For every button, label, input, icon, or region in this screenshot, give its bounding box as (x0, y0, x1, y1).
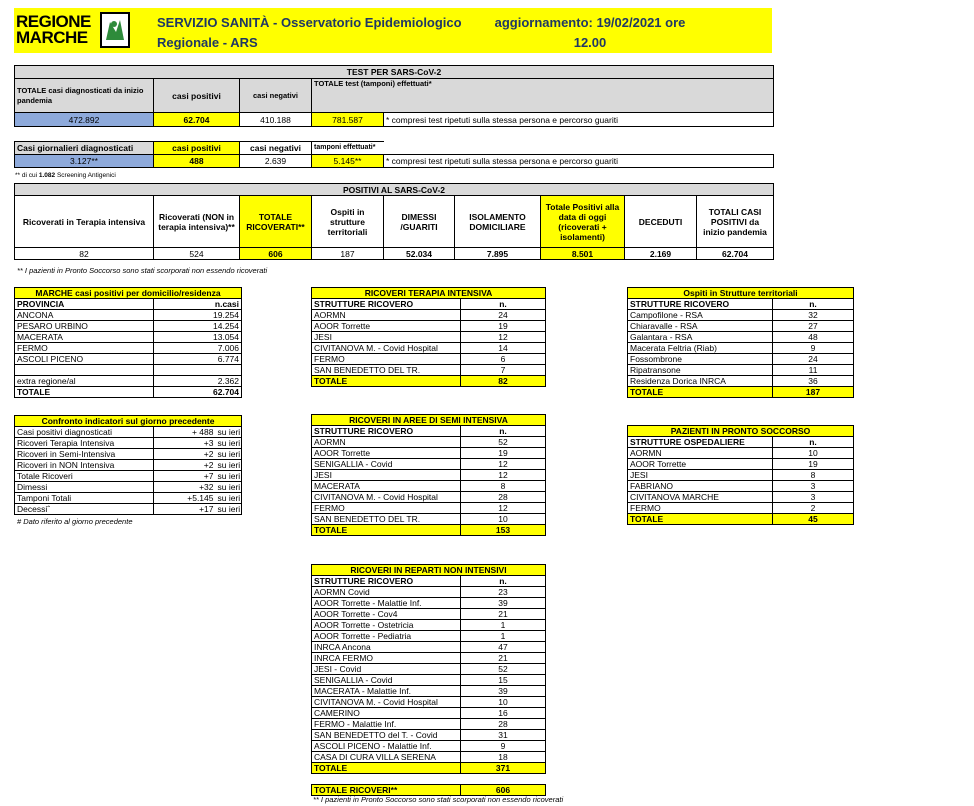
ps-col-value: n. (773, 437, 854, 448)
test-note: * compresi test ripetuti sulla stessa persona e percorso guariti (384, 113, 774, 127)
ti-col-name: STRUTTURE RICOVERO (312, 299, 461, 310)
ps-col-name: STRUTTURE OSPEDALIERE (628, 437, 773, 448)
confronto-table (14, 415, 242, 515)
semi-row (312, 503, 546, 514)
positivi-header: Ricoverati in Terapia intensiva (15, 196, 154, 248)
nonint-row-value: 28 (461, 719, 546, 730)
ospiti-row-value: 27 (773, 321, 854, 332)
positivi-header: ISOLAMENTO DOMICILIARE (455, 196, 541, 248)
test-h-neg: casi negativi (240, 79, 312, 113)
nonint-row (312, 708, 546, 719)
confronto-row-label: Casi positivi diagnosticati (15, 427, 154, 438)
confronto-note: # Dato riferito al giorno precedente (17, 517, 133, 526)
nonint-row-name: AOOR Torrette - Malattie Inf. (312, 598, 461, 609)
semi-row (312, 437, 546, 448)
nonint-row-value: 16 (461, 708, 546, 719)
positivi-value: 187 (312, 248, 384, 260)
nonint-row-value: 39 (461, 598, 546, 609)
semi-row-name: SAN BENEDETTO DEL TR. (312, 514, 461, 525)
ti-total-value: 82 (461, 376, 546, 387)
confronto-row-label: Ricoveri in NON Intensiva (15, 460, 154, 471)
province-row-name: ASCOLI PICENO (15, 354, 154, 365)
ti-col-value: n. (461, 299, 546, 310)
ospiti-row-value: 9 (773, 343, 854, 354)
nonint-row (312, 598, 546, 609)
semi-title: RICOVERI IN AREE DI SEMI INTENSIVA (312, 415, 546, 426)
ti-row-value: 19 (461, 321, 546, 332)
nonint-grand-value: 606 (461, 785, 546, 796)
test-table (14, 65, 774, 127)
positivi-value: 62.704 (697, 248, 774, 260)
footnote-c: Screening Antigenici (56, 172, 116, 179)
province-row-value (154, 365, 242, 376)
confronto-row-delta: +2 (154, 449, 216, 460)
nonint-row-name: SAN BENEDETTO del T. - Covid (312, 730, 461, 741)
nonint-row-value: 1 (461, 620, 546, 631)
nonint-row (312, 697, 546, 708)
test-v-tests: 781.587 (312, 113, 384, 127)
confronto-row-suffix: su ieri (217, 437, 241, 448)
nonint-total-value: 371 (461, 763, 546, 774)
daily-table (14, 141, 774, 168)
test-v-neg: 410.188 (240, 113, 312, 127)
confronto-row-delta: +3 (154, 438, 216, 449)
nonint-row-value: 21 (461, 653, 546, 664)
province-row-name: FERMO (15, 343, 154, 354)
province-row-value: 2.362 (154, 376, 242, 387)
nonint-row-value: 18 (461, 752, 546, 763)
province-total-value: 62.704 (154, 387, 242, 398)
ti-row (312, 310, 546, 321)
ps-row-value: 8 (773, 470, 854, 481)
ps-total-value: 45 (773, 514, 854, 525)
semi-row-name: MACERATA (312, 481, 461, 492)
confronto-row-delta: +2 (154, 460, 216, 471)
nonint-col-name: STRUTTURE RICOVERO (312, 576, 461, 587)
test-h-total: TOTALE casi diagnosticati da inizio pandemia (15, 79, 154, 113)
ospiti-table (627, 287, 854, 398)
ospiti-row (628, 376, 854, 387)
semi-total-label: TOTALE (312, 525, 461, 536)
confronto-row (15, 427, 242, 438)
nonint-col-value: n. (461, 576, 546, 587)
confronto-row (15, 460, 242, 471)
update-line2: 12.00 (573, 35, 607, 50)
ps-row-value: 10 (773, 448, 854, 459)
ti-row-name: CIVITANOVA M. - Covid Hospital (312, 343, 461, 354)
confronto-row-suffix: su ieri (217, 426, 241, 437)
ps-row-name: AOOR Torrette (628, 459, 773, 470)
nonint-title: RICOVERI IN REPARTI NON INTENSIVI (312, 565, 546, 576)
confronto-row-suffix: su ieri (217, 481, 241, 492)
test-v-pos: 62.704 (154, 113, 240, 127)
ti-row-value: 7 (461, 365, 546, 376)
ti-title: RICOVERI TERAPIA INTENSIVA (312, 288, 546, 299)
daily-v-pos: 488 (154, 155, 240, 168)
nonint-row-value: 10 (461, 697, 546, 708)
nonint-row-name: AORMN Covid (312, 587, 461, 598)
confronto-row-suffix: su ieri (217, 503, 241, 514)
ospiti-row-name: Macerata Feltria (Riab) (628, 343, 773, 354)
ospiti-row (628, 321, 854, 332)
ospiti-row (628, 343, 854, 354)
semi-col-value: n. (461, 426, 546, 437)
confronto-row (15, 449, 242, 460)
positivi-title: POSITIVI AL SARS-CoV-2 (15, 184, 774, 196)
confronto-row-suffix: su ieri (217, 492, 241, 503)
test-h-tests: TOTALE test (tamponi) effettuati* (312, 79, 774, 113)
nonint-row-value: 23 (461, 587, 546, 598)
province-row (15, 376, 242, 387)
ospiti-row-value: 36 (773, 376, 854, 387)
daily-v-diag: 3.127** (15, 155, 154, 168)
confronto-row-label: Totale Ricoveri (15, 471, 154, 482)
semi-row-name: CIVITANOVA M. - Covid Hospital (312, 492, 461, 503)
province-row (15, 365, 242, 376)
nonint-row (312, 587, 546, 598)
province-row-value: 19.254 (154, 310, 242, 321)
test-v-total: 472.892 (15, 113, 154, 127)
province-row-value: 6.774 (154, 354, 242, 365)
ospiti-row (628, 365, 854, 376)
ps-row (628, 448, 854, 459)
positivi-value: 606 (240, 248, 312, 260)
ps-row-name: CIVITANOVA MARCHE (628, 492, 773, 503)
ps-row (628, 481, 854, 492)
semi-row-name: SENIGALLIA - Covid (312, 459, 461, 470)
ps-row (628, 470, 854, 481)
nonint-row (312, 642, 546, 653)
nonint-row-name: CIVITANOVA M. - Covid Hospital (312, 697, 461, 708)
province-row-value: 7.006 (154, 343, 242, 354)
semi-row (312, 459, 546, 470)
ps-row-name: FERMO (628, 503, 773, 514)
daily-v-neg: 2.639 (240, 155, 312, 168)
positivi-note: ** I pazienti in Pronto Soccorso sono stati scorporati non essendo ricoverati (17, 266, 268, 275)
ospiti-row-name: Chiaravalle - RSA (628, 321, 773, 332)
semi-row-value: 52 (461, 437, 546, 448)
province-row-value: 13.054 (154, 332, 242, 343)
ospiti-col-value: n. (773, 299, 854, 310)
confronto-row-label: Ricoveri Terapia Intensiva (15, 438, 154, 449)
ti-row (312, 321, 546, 332)
province-col-name: PROVINCIA (15, 299, 154, 310)
semi-row (312, 514, 546, 525)
ps-row-name: JESI (628, 470, 773, 481)
nonint-row-name: SENIGALLIA - Covid (312, 675, 461, 686)
logo-emblem-icon (100, 12, 130, 48)
ps-row-value: 3 (773, 481, 854, 492)
test-h-pos: casi positivi (154, 79, 240, 113)
semi-row (312, 470, 546, 481)
update-line1: aggiornamento: 19/02/2021 ore (494, 15, 686, 30)
nonint-row (312, 675, 546, 686)
nonint-row (312, 609, 546, 620)
semi-row-value: 8 (461, 481, 546, 492)
logo-line1: REGIONE (16, 12, 91, 31)
daily-h-tests: tamponi effettuati* (312, 142, 384, 155)
ti-total-label: TOTALE (312, 376, 461, 387)
semi-row-value: 28 (461, 492, 546, 503)
confronto-row (15, 493, 242, 504)
province-row-value: 14.254 (154, 321, 242, 332)
footnote-b: 1.082 (38, 172, 56, 179)
daily-h-diag: Casi giornalieri diagnosticati (15, 142, 154, 155)
ospiti-row-name: Campofilone - RSA (628, 310, 773, 321)
ospiti-row-name: Fossombrone (628, 354, 773, 365)
ti-row-name: AOOR Torrette (312, 321, 461, 332)
positivi-header: Ricoverati (NON in terapia intensiva)** (154, 196, 240, 248)
ospiti-row-name: Ripatransone (628, 365, 773, 376)
ps-row (628, 503, 854, 514)
positivi-table (14, 183, 774, 260)
confronto-title: Confronto indicatori sul giorno precedente (15, 416, 242, 427)
nonint-spacer (312, 774, 546, 785)
ti-row (312, 365, 546, 376)
ps-row-name: FABRIANO (628, 481, 773, 492)
ti-row-value: 14 (461, 343, 546, 354)
ti-row-name: AORMN (312, 310, 461, 321)
ospiti-col-name: STRUTTURE RICOVERO (628, 299, 773, 310)
confronto-row-delta: +7 (154, 471, 216, 482)
nonint-row (312, 730, 546, 741)
confronto-row (15, 438, 242, 449)
positivi-header: Totale Positivi alla data di oggi (ricoverati + isolamenti) (541, 196, 625, 248)
ospiti-row (628, 354, 854, 365)
ps-row-value: 3 (773, 492, 854, 503)
nonint-row-name: MACERATA - Malattie Inf. (312, 686, 461, 697)
semi-row-name: JESI (312, 470, 461, 481)
province-row-name (15, 365, 154, 376)
semi-row-value: 12 (461, 503, 546, 514)
confronto-row-delta: +32 (154, 482, 216, 493)
regione-marche-logo (14, 10, 134, 52)
ospiti-row-name: Residenza Dorica INRCA (628, 376, 773, 387)
logo-line2: MARCHE (16, 28, 88, 47)
nonint-row-name: CAMERINO (312, 708, 461, 719)
nonint-row-name: AOOR Torrette - Ostetricia (312, 620, 461, 631)
province-col-value: n.casi (154, 299, 242, 310)
nonint-row-name: CASA DI CURA VILLA SERENA (312, 752, 461, 763)
nonint-row-value: 47 (461, 642, 546, 653)
service-line2: Regionale - ARS (157, 35, 258, 50)
positivi-header: TOTALI CASI POSITIVI da inizio pandemia (697, 196, 774, 248)
nonint-row-name: INRCA FERMO (312, 653, 461, 664)
confronto-row-delta: + 488 (154, 427, 216, 438)
daily-v-tests: 5.145** (312, 155, 384, 168)
ps-title: PAZIENTI IN PRONTO SOCCORSO (628, 426, 854, 437)
ti-row-value: 12 (461, 332, 546, 343)
province-total-label: TOTALE (15, 387, 154, 398)
ospiti-row (628, 310, 854, 321)
semi-row-name: AOOR Torrette (312, 448, 461, 459)
province-row (15, 343, 242, 354)
nonint-row-name: INRCA Ancona (312, 642, 461, 653)
ps-row-value: 19 (773, 459, 854, 470)
semi-row (312, 448, 546, 459)
test-title: TEST PER SARS-CoV-2 (15, 66, 774, 79)
daily-note: * compresi test ripetuti sulla stessa persona e percorso guariti (384, 155, 774, 168)
ospiti-row-value: 11 (773, 365, 854, 376)
nonint-row-value: 21 (461, 609, 546, 620)
ps-row-value: 2 (773, 503, 854, 514)
ospiti-total-value: 187 (773, 387, 854, 398)
update-info (490, 13, 690, 53)
semi-table (311, 414, 546, 536)
confronto-row-suffix: su ieri (217, 459, 241, 470)
confronto-row-label: Ricoveri in Semi-Intensiva (15, 449, 154, 460)
nonint-row-value: 31 (461, 730, 546, 741)
nonint-row (312, 620, 546, 631)
nonint-row-name: AOOR Torrette - Pediatria (312, 631, 461, 642)
nonint-total-label: TOTALE (312, 763, 461, 774)
daily-h-pos: casi positivi (154, 142, 240, 155)
confronto-row-label: Tamponi Totali (15, 493, 154, 504)
nonint-row-value: 39 (461, 686, 546, 697)
ti-row-name: SAN BENEDETTO DEL TR. (312, 365, 461, 376)
province-row (15, 310, 242, 321)
nonint-row-value: 15 (461, 675, 546, 686)
semi-row-value: 10 (461, 514, 546, 525)
service-title (157, 13, 462, 53)
nonint-row (312, 719, 546, 730)
ospiti-total-label: TOTALE (628, 387, 773, 398)
confronto-row-delta: +5.145 (154, 493, 216, 504)
semi-row (312, 492, 546, 503)
ps-table (627, 425, 854, 525)
positivi-header: DIMESSI /GUARITI (384, 196, 455, 248)
province-title: MARCHE casi positivi per domicilio/residenza (15, 288, 242, 299)
nonint-row-name: AOOR Torrette - Cov4 (312, 609, 461, 620)
nonint-row-name: FERMO - Malattie Inf. (312, 719, 461, 730)
confronto-row-suffix: su ieri (217, 448, 241, 459)
positivi-value: 7.895 (455, 248, 541, 260)
positivi-value: 52.034 (384, 248, 455, 260)
province-row (15, 321, 242, 332)
positivi-header: DECEDUTI (625, 196, 697, 248)
province-row-name: ANCONA (15, 310, 154, 321)
semi-total-value: 153 (461, 525, 546, 536)
semi-row-name: AORMN (312, 437, 461, 448)
service-line1: SERVIZIO SANITÀ - Osservatorio Epidemiologico (157, 15, 462, 30)
province-row-name: MACERATA (15, 332, 154, 343)
confronto-row (15, 504, 242, 515)
ospiti-title: Ospiti in Strutture territoriali (628, 288, 854, 299)
ps-total-label: TOTALE (628, 514, 773, 525)
province-row-name: PESARO URBINO (15, 321, 154, 332)
nonint-row (312, 752, 546, 763)
ti-row-name: FERMO (312, 354, 461, 365)
nonint-row (312, 686, 546, 697)
nonint-row (312, 653, 546, 664)
province-row-name: extra regione/al (15, 376, 154, 387)
ospiti-row-value: 48 (773, 332, 854, 343)
positivi-header: Ospiti in strutture territoriali (312, 196, 384, 248)
ps-row (628, 492, 854, 503)
nonint-note: ** I pazienti in Pronto Soccorso sono stati scorporati non essendo ricoverati (313, 795, 564, 804)
daily-footnote (15, 172, 116, 179)
ospiti-row-value: 24 (773, 354, 854, 365)
nonint-row-value: 9 (461, 741, 546, 752)
ospiti-row-name: Galantara - RSA (628, 332, 773, 343)
nonint-row-name: ASCOLI PICENO - Malattie Inf. (312, 741, 461, 752)
semi-row-value: 12 (461, 470, 546, 481)
province-table (14, 287, 242, 398)
ti-row (312, 354, 546, 365)
footnote-a: ** di cui (15, 172, 38, 179)
positivi-header: TOTALE RICOVERATI** (240, 196, 312, 248)
ti-row-name: JESI (312, 332, 461, 343)
ospiti-row (628, 332, 854, 343)
nonint-row (312, 664, 546, 675)
ti-row-value: 6 (461, 354, 546, 365)
ps-row (628, 459, 854, 470)
positivi-value: 82 (15, 248, 154, 260)
semi-col-name: STRUTTURE RICOVERO (312, 426, 461, 437)
positivi-value: 524 (154, 248, 240, 260)
semi-row-value: 19 (461, 448, 546, 459)
confronto-row-delta: +17 (154, 504, 216, 515)
confronto-row-suffix: su ieri (217, 470, 241, 481)
province-row (15, 332, 242, 343)
confronto-row-label: Dimessi (15, 482, 154, 493)
nonint-table (311, 564, 546, 796)
semi-row (312, 481, 546, 492)
ti-row (312, 332, 546, 343)
nonint-grand-label: TOTALE RICOVERI** (312, 785, 461, 796)
nonint-row (312, 741, 546, 752)
ospiti-row-value: 32 (773, 310, 854, 321)
confronto-row (15, 471, 242, 482)
positivi-value: 2.169 (625, 248, 697, 260)
nonint-row-value: 1 (461, 631, 546, 642)
semi-row-value: 12 (461, 459, 546, 470)
ti-table (311, 287, 546, 387)
semi-row-name: FERMO (312, 503, 461, 514)
nonint-row-name: JESI - Covid (312, 664, 461, 675)
daily-h-neg: casi negativi (240, 142, 312, 155)
province-row (15, 354, 242, 365)
nonint-row (312, 631, 546, 642)
ps-row-name: AORMN (628, 448, 773, 459)
ti-row-value: 24 (461, 310, 546, 321)
confronto-row-label: Decessiˆ (15, 504, 154, 515)
confronto-row (15, 482, 242, 493)
ti-row (312, 343, 546, 354)
positivi-value: 8.501 (541, 248, 625, 260)
nonint-row-value: 52 (461, 664, 546, 675)
